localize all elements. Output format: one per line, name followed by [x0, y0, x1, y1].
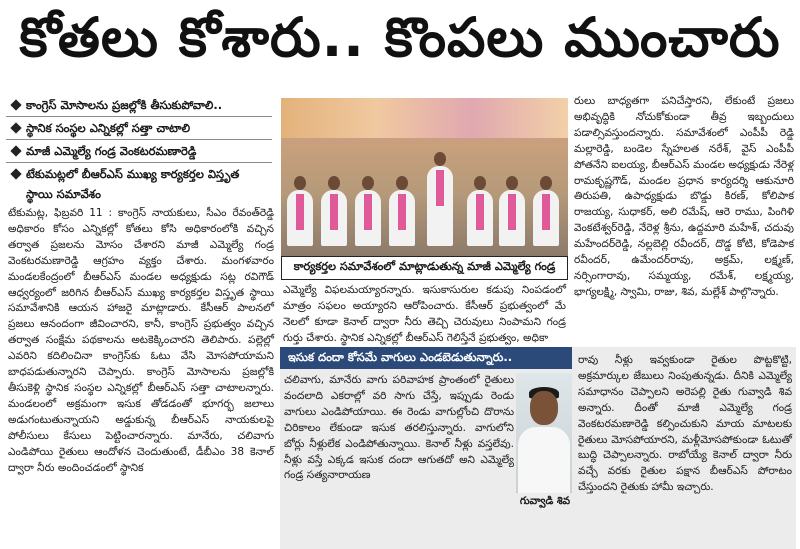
sidebar-column-2: రావు నీళ్లు ఇవ్వకుండా రైతుల పొట్టకొట్టి, అక్రమార్కుల జేబులు నింపుతున్నడు. దీనికి ఎమ్మెల్యే సమాధానం చెప్పాలని అరెపల్లి రైతు గువ్వాడి శివ అన్నారు. దీంతో మాజీ ఎమ్మెల్యే గండ్ర వెంకటరమణారెడ్డి కల్పించుకుని మాయ మాటలకు రైతులు మోసపోయారని, మళ్లీమోసపోకుండా ఓటుతో బుద్ధి చెప్పాలన్నారు. రాబోయ్యే కెనాల్ ద్వారా నీరు వచ్చే వరకు రైతుల పక్షాన బీఆర్ఎస్ పోరాటం చేస్తుందని రైతుకు హామీ ఇచ్చారు.: [578, 354, 792, 494]
highlight-item: స్థానిక సంస్థల ఎన్నికల్లో సత్తా చాటాలి: [6, 117, 272, 140]
photo-person: [321, 190, 347, 246]
diamond-bullet-icon: [10, 99, 21, 110]
diamond-bullet-icon: [10, 122, 21, 133]
article-column-1: టేకుమట్ల, ఫిబ్రవరి 11 : కాంగ్రెస్ నాయకులు, సీఎం రేవంత్‌రెడ్డి అధికారం కోసం ఎన్నికల్లో కోతలు కోసి అధికారంలోకి వచ్చిన తర్వాత ప్రజలను మోసం చేశారని మాజీ ఎమ్మెల్యే గండ్ర వెంకటరమణారెడ్డి ఆగ్రహం వ్యక్తం చేశారు. మంగళవారం మండలకేంద్రంలో బీఆర్ఎస్ మండల అధ్యక్షుడు సట్ల రవిగౌడ్ ఆధ్వర్యంలో జరిగిన బీఆర్ఎస్ ముఖ్య కార్యకర్తల విస్తృత స్థాయి సమావేశానికి ఆయన హాజరై మాట్లాడారు. కేసీఆర్ పాలనలో ప్రజలు ఆనందంగా జీవించారని, కానీ, కాంగ్రెస్ ప్రభుత్వం వచ్చిన తర్వాత సంక్షేమ పథకాలను అటకెక్కించారని తెలిపారు. పల్లెల్లో ఎవరిని కదిలించినా కాంగ్రెస్‌కు ఓటు వేసి మోసపోయామని బాధపడుతున్నారని చెప్పారు. కాంగ్రెస్ మోసాలను ప్రజల్లోకి తీసుకెళ్లి స్థానిక సంస్థల ఎన్నికల్లో బీఆర్ఎస్ సత్తా చాటాలన్నారు. మండలంలో అక్రమంగా ఇసుక తోడడంతో భూగర్భ జలాలు అడుగంటుతున్నాయని అడ్డుకున్న బీఆర్ఎస్ నాయకులపై పోలీసులు కేసులు పెట్టించారన్నారు. మానేరు, చలివాగు ఎండిపోయి రైతులు ఆందోళన చెందుతుంటే, డీబీఎం 38 కెనాల్ ద్వారా నీరు అందించడంలో స్థానిక: [8, 207, 274, 474]
sidebar-box: [280, 347, 796, 549]
article-column-2: ఎమ్మెల్యే విఫలమయ్యారన్నారు. ఇసుకాసురుల కడుపు నింపడంలో మాత్రం సఫలం అయ్యారని ఆరోపించారు. కేసీఆర్ ప్రభుత్వంలో మే నెలలో కూడా కెనాల్ ద్వారా నీరు తెచ్చి చెరువులు నింపామని గండ్ర గుర్తు చేశారు. స్థానిక ఎన్నికల్లో బీఆర్ఎస్ గెలిస్తేనే ప్రభుత్వం, అధికా: [283, 284, 566, 344]
photo-person: [355, 190, 381, 246]
article-column-3: రులు బాధ్యతగా పనిచేస్తారని, లేకుంటే ప్రజలు అభివృద్ధికి నోచుకోకుండా తీవ్ర ఇబ్బందులు పడాల్సివస్తుందన్నారు. సమావేశంలో ఎంపీపీ రెడ్డి మల్లారెడ్డి, బండెల స్నేహలత నరేశ్, వైస్ ఎంపీపీ పోతనేని ఐలయ్య, బీఆర్ఎస్ మండల అధ్యక్షుడు నేరెళ్ల రామకృష్ణగౌడ్, మండల ప్రధాన కార్యదర్శి ఆకునూరి తిరుపతి, ఉపాధ్యక్షుడు బొడ్డు కిరణ్, కోలిపాక రాజయ్య, సుధాకర్, అలి రమేష్, ఆరె రాము, పింగిళి వెంకటేశ్వర్‌రెడ్డి, నేరెళ్ల శ్రీను, ఉద్దమారి మహేశ్, చదువు మహేందర్‌రెడ్డి, నల్లబెల్లి రవీందర్, దొడ్డ కోటి, కోడెపాక రవీందర్, ఉమేందర్‌రావు, అక్రమ్, లక్ష్మణ్, నర్సింగారావు, సమ్మయ్య, రమేశ్, లక్ష్మయ్య, భాగ్యలక్ష్మి, స్వామి, రాజు, శివ, మల్లేశ్ పాల్గొన్నారు.: [574, 95, 794, 298]
highlights-list: [6, 94, 272, 205]
photo-person: [467, 190, 493, 246]
meeting-photo: [281, 98, 568, 256]
diamond-bullet-icon: [10, 168, 21, 179]
farmer-portrait: [516, 373, 572, 493]
diamond-bullet-icon: [10, 145, 21, 156]
portrait-caption: గువ్వాడి శివ: [519, 495, 571, 507]
highlight-item: టేకుమట్లలో బీఆర్ఎస్ ముఖ్య కార్యకర్తల విస్తృత స్థాయి సమావేశం: [6, 163, 272, 205]
photo-caption: కార్యకర్తల సమావేశంలో మాట్లాడుతున్న మాజీ ఎమ్మెల్యే గండ్ర: [281, 256, 568, 280]
photo-person: [499, 190, 525, 246]
highlight-item: కాంగ్రెస్ మోసాలను ప్రజల్లోకి తీసుకుపోవాలి..: [6, 94, 272, 117]
photo-speaker: [427, 166, 453, 246]
sidebar-column-1: చలివాగు, మానేరు వాగు పరివాహక ప్రాంతంలో రైతులు వందలాది ఎకరాల్లో వరి సాగు చేస్తే, ఇప్పుడు రెండు వాగులు ఎండిపోయాయి. ఈ రెండు వాగుల్లోంచి దొరాను చిరికాలం లేకుండా ఇసుక తరలిస్తున్నారు. వాగులోని బోర్లు నీళ్లులేక ఎండిపోతున్నాయి. కెనాల్ నీళ్లు వస్తలేవు. నీళ్లు వస్తే ఎక్కడ ఇసుక దందా ఆగుతదో అని ఎమ్మెల్యే గండ్ర సత్యనారాయణ: [284, 374, 514, 482]
photo-person: [389, 190, 415, 246]
sidebar-title: ఇసుక దందా కోసమే వాగులు ఎండబెడుతున్నారు..: [280, 347, 572, 369]
headline: కోతలు కోశారు.. కొంపలు ముంచారు: [19, 5, 781, 69]
photo-backdrop: [281, 98, 568, 138]
photo-person: [287, 190, 313, 246]
highlight-item: మాజీ ఎమ్మెల్యే గండ్ర వెంకటరమణారెడ్డి: [6, 140, 272, 163]
photo-person: [533, 190, 559, 246]
